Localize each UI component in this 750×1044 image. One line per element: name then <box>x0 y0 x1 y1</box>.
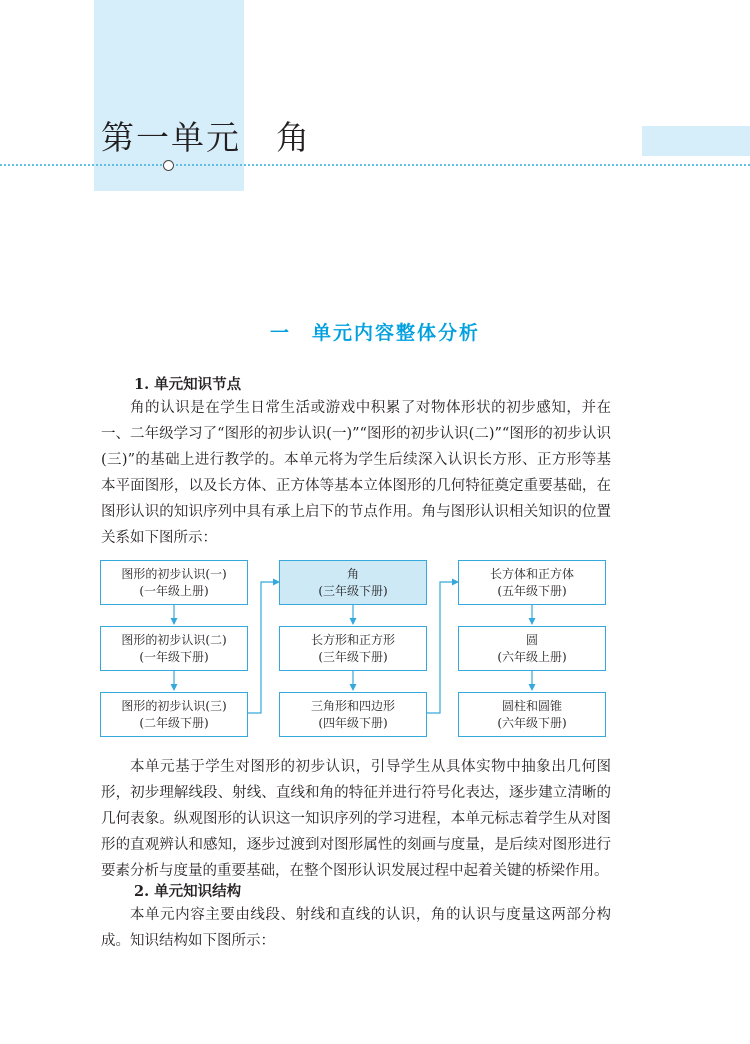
node-title: 图形的初步认识(二) <box>121 632 227 647</box>
node-title: 图形的初步认识(一) <box>121 566 227 581</box>
arrow-col2-to-col3 <box>427 582 458 713</box>
arrow-col1-to-col2 <box>248 582 279 713</box>
node-grade: (三年级下册) <box>318 649 388 664</box>
diagram-node-shapes-intro-3 <box>100 692 248 737</box>
diagram-node-cylinder-cone <box>458 692 606 737</box>
diagram-node-shapes-intro-2 <box>100 626 248 671</box>
node-grade: (一年级下册) <box>139 649 209 664</box>
paragraph-3: 本单元内容主要由线段、射线和直线的认识，角的认识与度量这两部分构成。知识结构如下图所示： <box>101 907 611 949</box>
header-dotted-rule <box>0 164 750 166</box>
node-title: 长方体和正方体 <box>489 566 574 581</box>
diagram-node-cuboid-cube <box>458 560 606 605</box>
diagram-node-angle <box>279 560 427 605</box>
node-grade: (五年级下册) <box>497 583 567 598</box>
unit-title: 第一单元 角 <box>101 118 311 157</box>
node-grade: (六年级下册) <box>497 715 567 730</box>
node-grade: (三年级下册) <box>318 583 388 598</box>
diagram-node-rectangle-square <box>279 626 427 671</box>
node-title: 角 <box>346 566 359 581</box>
section-heading: 一 单元内容整体分析 <box>269 322 480 344</box>
node-grade: (六年级上册) <box>497 649 567 664</box>
diagram-node-triangle-quadrilateral <box>279 692 427 737</box>
diagram-node-circle <box>458 626 606 671</box>
node-title: 长方形和正方形 <box>310 632 395 647</box>
rule-circle-marker <box>163 160 174 171</box>
node-title: 图形的初步认识(三) <box>121 698 227 713</box>
paragraph-1: 角的认识是在学生日常生活或游戏中积累了对物体形状的初步感知，并在一、二年级学习了“图形的初步认识(一)”“图形的初步认识(二)”“图形的初步认识(三)”的基础上进行教学的。本单元将为学生后续深入认识长方形、正方形等基本平面图形，以及长方体、正方体等基本立体图形的几何特征奠定重要基础，在图形认识的知识序列中具有承上启下的节点作用。角与图形认识相关知识的位置关系如下图所示： <box>101 400 611 546</box>
node-title: 圆 <box>525 632 538 647</box>
node-title: 圆柱和圆锥 <box>501 698 562 713</box>
subsection-heading-2: 2. 单元知识结构 <box>134 883 242 900</box>
node-grade: (二年级下册) <box>139 715 209 730</box>
subsection-heading-1: 1. 单元知识节点 <box>134 376 242 393</box>
node-title: 三角形和四边形 <box>310 698 395 713</box>
header-accent-block <box>642 126 750 156</box>
paragraph-2: 本单元基于学生对图形的初步认识，引导学生从具体实物中抽象出几何图形，初步理解线段、射线、直线和角的特征并进行符号化表达，逐步建立清晰的几何表象。纵观图形的认识这一知识序列的学习进程，本单元标志着学生从对图形的直观辨认和感知，逐步过渡到对图形属性的刻画与度量，是后续对图形进行要素分析与度量的重要基础，在整个图形认识发展过程中起着关键的桥梁作用。 <box>101 759 611 879</box>
node-grade: (四年级下册) <box>318 715 388 730</box>
node-grade: (一年级上册) <box>139 583 209 598</box>
diagram-node-shapes-intro-1 <box>100 560 248 605</box>
